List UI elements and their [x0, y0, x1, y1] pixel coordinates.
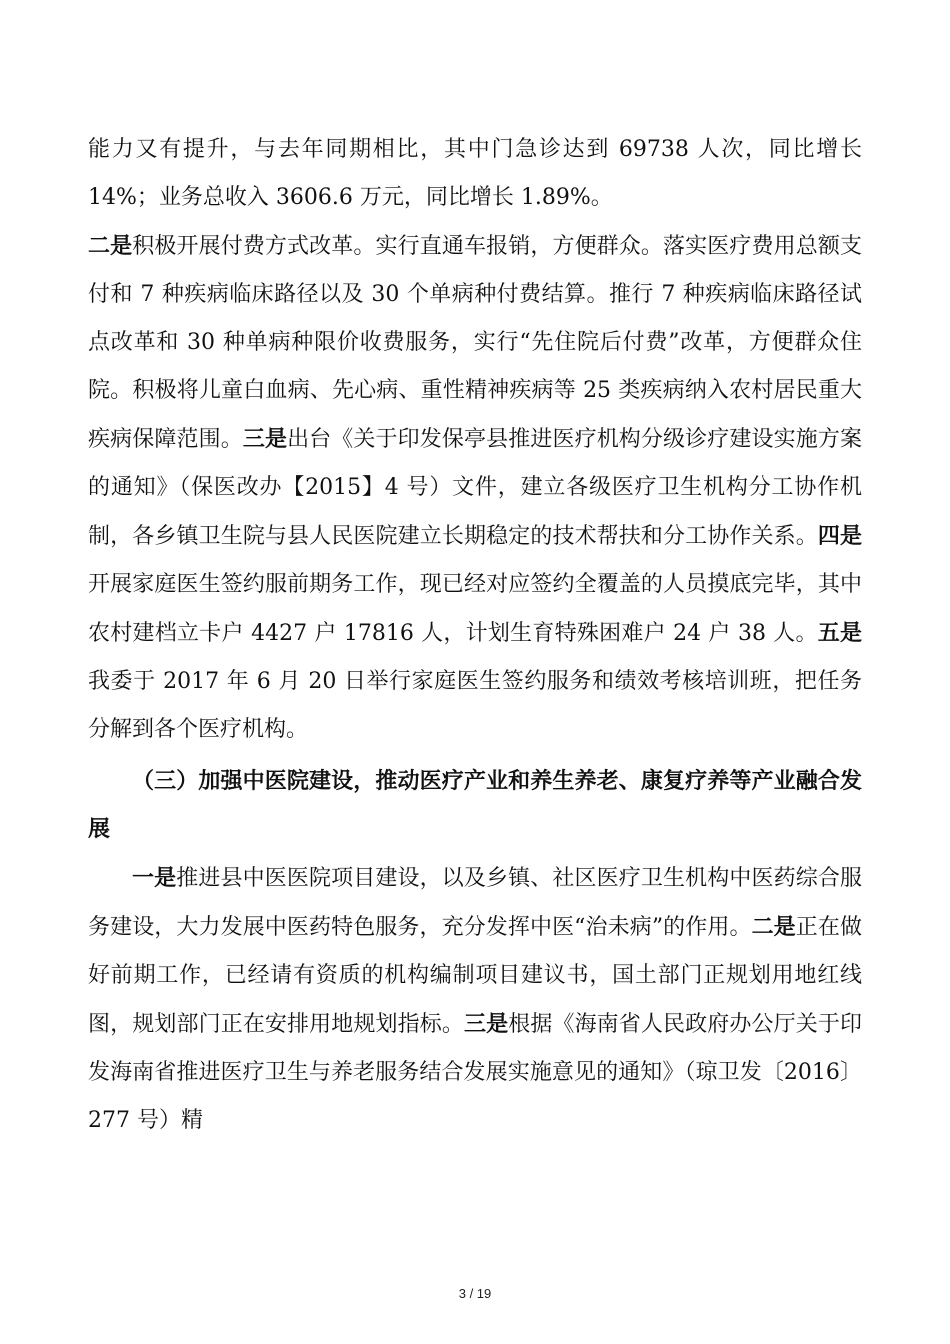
paragraph-tcm-hospital — [88, 854, 862, 1145]
bold-lead: 三是 — [242, 426, 288, 452]
paragraph-text: 能力又有提升，与去年同期相比，其中门急诊达到 69738 人次，同比增长 14%；业务总收入 3606.6 万元，同比增长 1.89%。 — [88, 137, 862, 210]
paragraph-text: 我委于 2017 年 6 月 20 日举行家庭医生签约服务和绩效考核培训班，把任务分解到各个医疗机构。 — [88, 669, 862, 742]
bold-lead: 五是 — [817, 620, 862, 646]
paragraph-text: 正在做好前期工作，已经请有资质的机构编制项目建议书，国土部门正规划用地红线图，规划部门正在安排用地规划指标。 — [88, 915, 862, 1037]
paragraph-outpatient-stats — [88, 126, 862, 222]
page-number: 3 / 19 — [458, 1286, 492, 1301]
bold-lead: 二是 — [751, 914, 796, 940]
paragraph-text: 根据《海南省人民政府办公厅关于印发海南省推进医疗卫生与养老服务结合发展实施意见的通知》（琼卫发〔2016〕277 号）精 — [88, 1012, 862, 1133]
bold-lead: 四是 — [817, 523, 862, 549]
section-heading: （三）加强中医院建设，推动医疗产业和养生养老、康复疗养等产业融合发展 — [88, 769, 862, 842]
paragraph-payment-reform — [88, 222, 862, 754]
paragraph-text: 积极开展付费方式改革。实行直通车报销，方便群众。落实医疗费用总额支付和 7 种疾病临床路径以及 30 个单病种付费结算。推行 7 种疾病临床路径试点改革和 30 种单病种限价收费服务，实行“先住院后付费”改革，方便群众住院。积极将儿童白血病、先心病、重性精神疾病等 25 类疾病纳入农村居民重大疾病保障范围。 — [88, 234, 862, 452]
paragraph-text: 出台《关于印发保亭县推进医疗机构分级诊疗建设实施方案的通知》（保医改办【2015】4 号）文件，建立各级医疗卫生机构分工协作机制，各乡镇卫生院与县人民医院建立长期稳定的技术帮扶和分工协作关系。 — [88, 427, 862, 549]
bold-lead: 一是 — [132, 865, 177, 891]
bold-lead: 三是 — [463, 1011, 509, 1037]
paragraph-text: 推进县中医医院项目建设，以及乡镇、社区医疗卫生机构中医药综合服务建设，大力发展中医药特色服务，充分发挥中医“治未病”的作用。 — [88, 866, 862, 940]
body-text — [88, 126, 862, 1145]
paragraph-text: 开展家庭医生签约服前期务工作，现已经对应签约全覆盖的人员摸底完毕，其中农村建档立卡户 4427 户 17816 人，计划生育特殊困难户 24 户 38 人。 — [88, 572, 862, 646]
bold-lead: 二是 — [88, 233, 133, 259]
